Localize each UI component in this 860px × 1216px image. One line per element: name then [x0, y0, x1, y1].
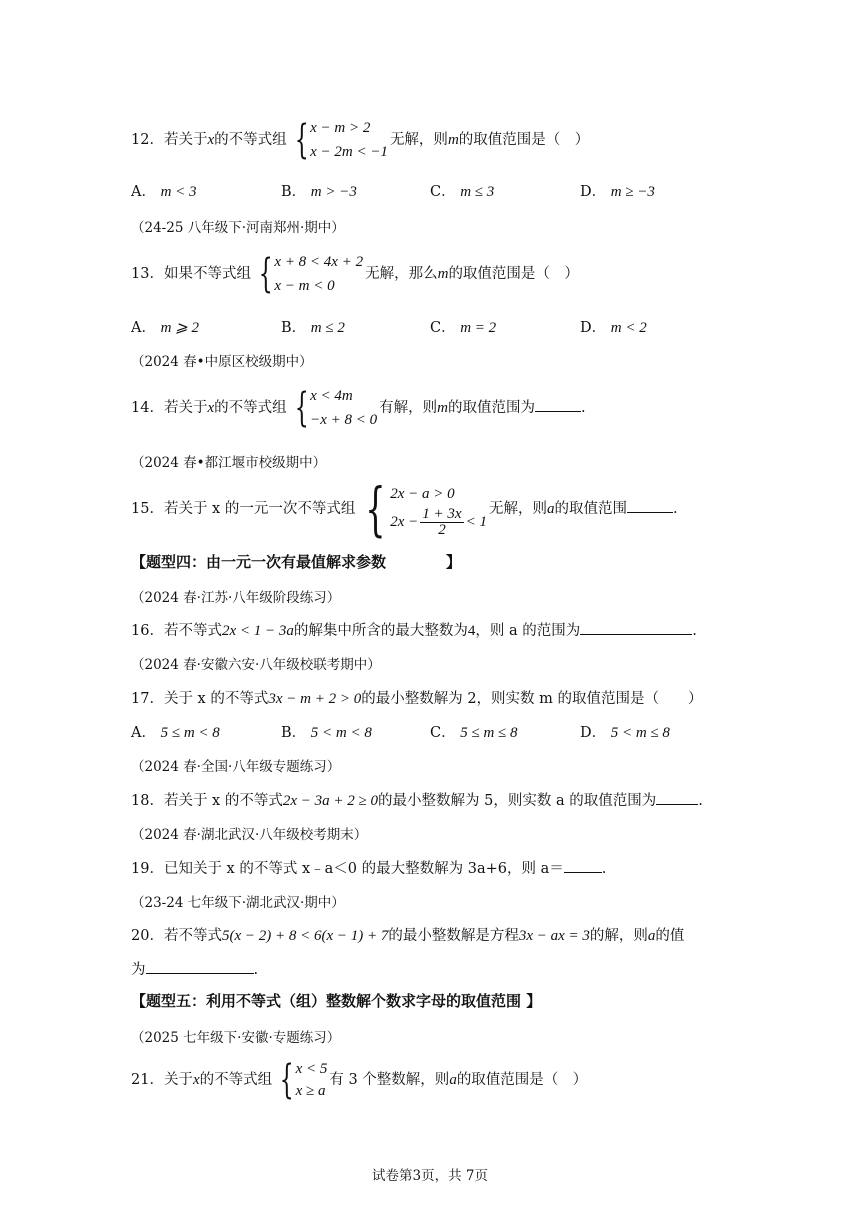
option-c[interactable]: C． 5 ≤ m ≤ 8 — [430, 725, 518, 741]
question-14: 14．若关于x的不等式组 { x < 4m −x + 8 < 0 有解，则m的取值范围为 . — [131, 385, 586, 431]
source-note: （2024 春·安徽六安·八年级校联考期中） — [131, 657, 381, 673]
option-c[interactable]: C． m ≤ 3 — [430, 184, 495, 200]
section-heading: 【题型四：由一元一次有最值解求参数 】 — [131, 553, 462, 571]
answer-blank[interactable] — [580, 620, 692, 635]
source-note: （23-24 七年级下·湖北武汉·期中） — [131, 895, 345, 911]
option-a[interactable]: A． m ⩾ 2 — [131, 320, 199, 336]
source-note: （2024 春•都江堰市校级期中） — [131, 455, 327, 471]
answer-blank[interactable] — [656, 790, 698, 805]
option-d[interactable]: D． 5 < m ≤ 8 — [580, 725, 670, 741]
source-note: （2024 春·全国·八年级专题练习） — [131, 759, 341, 775]
source-note: （2024 春·江苏·八年级阶段练习） — [131, 590, 341, 606]
question-19: 19．已知关于 x 的不等式 x﹣a＜0 的最大整数解为 3a+6，则 a＝ . — [131, 857, 606, 878]
source-note: （2025 七年级下·安徽·专题练习） — [131, 1030, 341, 1046]
answer-blank[interactable] — [146, 959, 254, 974]
answer-blank[interactable] — [535, 397, 581, 412]
question-number: 12． — [131, 132, 164, 148]
answer-blank[interactable] — [627, 498, 673, 513]
question-17: 17．关于 x 的不等式3x − m + 2 > 0的最小整数解为 2，则实数 m 的取值范围是（ ） — [131, 691, 703, 707]
option-b[interactable]: B． m > −3 — [281, 184, 357, 200]
section-heading: 【题型五：利用不等式（组）整数解个数求字母的取值范围 】 — [131, 992, 542, 1010]
source-note: （2024 春•中原区校级期中） — [131, 354, 313, 370]
question-13: 13．如果不等式组 { x + 8 < 4x + 2 x − m < 0 无解，那么m的取值范围是（ ） — [131, 251, 579, 297]
option-a[interactable]: A． m < 3 — [131, 184, 197, 200]
source-note: （2024 春·湖北武汉·八年级校考期末） — [131, 827, 368, 843]
inequality-system: { x < 5 x ≥ a — [279, 1057, 328, 1103]
fraction: $\frac{1 + 3x}{2}$ — [422, 505, 462, 538]
question-18: 18．若关于 x 的不等式2x − 3a + 2 ≥ 0的最小整数解为 5，则实数 a 的取值范围为 . — [131, 789, 703, 810]
option-b[interactable]: B． m ≤ 2 — [281, 320, 345, 336]
question-21: 21．关于x的不等式组 { x < 5 x ≥ a 有 3 个整数解，则a的取值范围是（ ） — [131, 1057, 588, 1103]
option-d[interactable]: D． m ≥ −3 — [580, 184, 655, 200]
option-b[interactable]: B． 5 < m < 8 — [281, 725, 372, 741]
question-16: 16．若不等式2x < 1 − 3a的解集中所含的最大整数为4，则 a 的范围为 . — [131, 619, 697, 640]
question-12: 12．若关于x的不等式组 { x − m > 2 x − 2m < −1 无解，则m的取值范围是（ ） — [131, 117, 590, 163]
inequality-system: { x + 8 < 4x + 2 x − m < 0 — [258, 251, 364, 297]
inequality-system: { x < 4m −x + 8 < 0 — [294, 385, 378, 431]
question-20-continued: 为 . — [131, 958, 258, 979]
answer-blank[interactable] — [564, 858, 602, 873]
question-15: 15．若关于 x 的一元一次不等式组 { 2x − a > 0 2x − $\frac{1 + 3x}{2}$ < 1 无解，则a的取值范围 . — [131, 475, 678, 543]
option-c[interactable]: C． m = 2 — [430, 320, 497, 336]
option-a[interactable]: A． 5 ≤ m < 8 — [131, 725, 220, 741]
page-footer: 试卷第3页，共 7页 — [372, 1168, 488, 1184]
question-20: 20．若不等式5(x − 2) + 8 < 6(x − 1) + 7的最小整数解是方程3x − ax = 3的解，则a的值 — [131, 928, 685, 944]
source-note: （24-25 八年级下·河南郑州·期中） — [131, 220, 345, 236]
inequality-system: { x − m > 2 x − 2m < −1 — [294, 117, 388, 163]
option-d[interactable]: D． m < 2 — [580, 320, 647, 336]
inequality-system: { 2x − a > 0 2x − $\frac{1 + 3x}{2}$ < 1 — [365, 475, 487, 543]
